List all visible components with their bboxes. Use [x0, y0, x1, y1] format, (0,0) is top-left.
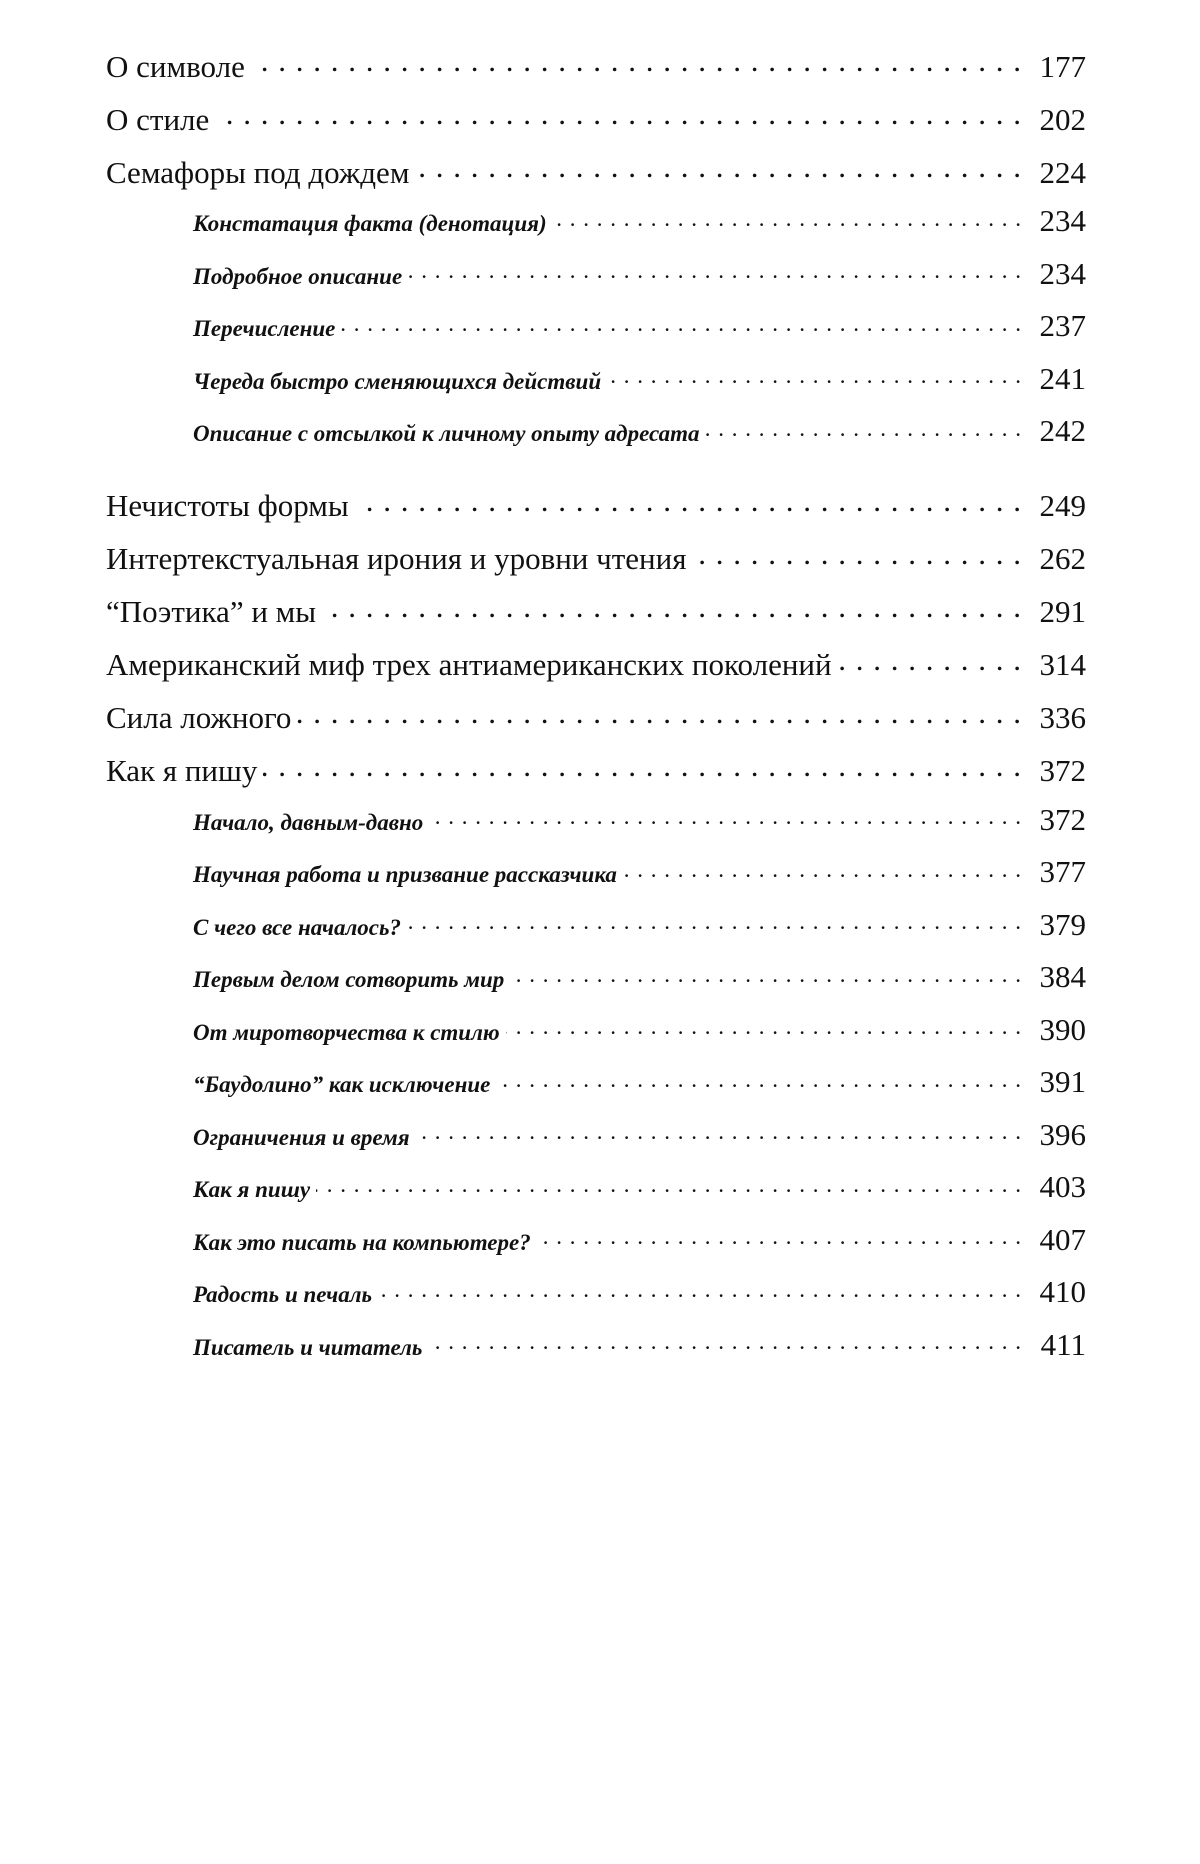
- toc-subentry-page: 407: [1039, 1221, 1086, 1257]
- toc-subentry-page: 379: [1039, 906, 1086, 942]
- toc-subentry-page: 403: [1039, 1169, 1086, 1204]
- toc-subentry: [106, 361, 1086, 414]
- toc-entry: [106, 97, 1086, 150]
- toc-subentry: [106, 802, 1086, 855]
- toc-subentry: [106, 1169, 1086, 1222]
- toc-entry-page: 177: [1039, 48, 1086, 84]
- dot-leader: [537, 1224, 1022, 1248]
- toc-entry-title: О стиле: [106, 101, 210, 137]
- toc-subentry-title: Констатация факта (денотация): [193, 211, 547, 236]
- toc-subentry: [106, 959, 1086, 1012]
- toc-subentry-page: 234: [1039, 255, 1086, 291]
- dot-leader: [510, 962, 1022, 986]
- toc-entry-page: 336: [1039, 700, 1086, 736]
- toc-entry-title: “Поэтика” и мы: [106, 594, 317, 630]
- dot-leader: [506, 1014, 1022, 1038]
- toc-subentry-title: Первым делом сотворить мир: [193, 967, 505, 992]
- toc-subentry-title: Описание с отсылкой к личному опыту адресата: [193, 421, 700, 446]
- toc-subentry: [106, 256, 1086, 309]
- dot-leader: [408, 258, 1022, 282]
- dot-leader: [607, 363, 1022, 387]
- toc-subentry: [106, 854, 1086, 907]
- dot-leader: [407, 909, 1022, 933]
- toc-entry-page: 249: [1039, 488, 1086, 524]
- toc-entry-title: Семафоры под дождем: [106, 154, 410, 190]
- dot-leader: [706, 416, 1023, 440]
- dot-leader: [251, 43, 1022, 76]
- toc-subentry-page: 234: [1039, 203, 1086, 238]
- toc-subentry: [106, 413, 1086, 466]
- dot-leader: [429, 804, 1022, 828]
- dot-leader: [415, 149, 1022, 182]
- toc-subentry-page: 384: [1039, 959, 1086, 994]
- toc-subentry-page: 242: [1039, 413, 1086, 448]
- dot-leader: [322, 589, 1022, 622]
- toc-subentry: [106, 1012, 1086, 1065]
- dot-leader: [416, 1119, 1022, 1143]
- toc-subentry-title: Начало, давным-давно: [193, 809, 424, 835]
- toc-subentry: [106, 1222, 1086, 1275]
- toc-subentry-title: Подробное описание: [193, 263, 403, 289]
- toc-subentry: [106, 1117, 1086, 1170]
- toc-entry-title: Американский миф трех антиамериканских поколений: [106, 647, 832, 683]
- toc-entry-page: 202: [1039, 101, 1086, 137]
- toc-entry-page: 372: [1039, 753, 1086, 789]
- toc-entry: [106, 696, 1086, 749]
- toc-entry: [106, 537, 1086, 590]
- toc-subentry-title: Научная работа и призвание рассказчика: [193, 862, 617, 887]
- dot-leader: [496, 1067, 1022, 1091]
- toc-subentry-page: 410: [1039, 1274, 1086, 1309]
- toc-subentry-title: “Баудолино” как исключение: [193, 1072, 491, 1097]
- dot-leader: [263, 748, 1022, 781]
- dot-leader: [623, 857, 1022, 881]
- toc-subentry: [106, 907, 1086, 960]
- toc-subentry-page: 390: [1039, 1011, 1086, 1047]
- toc-subentry-title: Перечисление: [193, 316, 336, 341]
- toc-subentry-title: С чего все началось?: [193, 914, 402, 940]
- toc-entry-page: 314: [1039, 647, 1086, 683]
- toc-entry: [106, 150, 1086, 203]
- toc-subentry-title: От миротворчества к стилю: [193, 1019, 500, 1045]
- dot-leader: [428, 1329, 1022, 1353]
- toc-entry: [106, 749, 1086, 802]
- toc-subentry: [106, 1274, 1086, 1327]
- toc-subentry-page: 372: [1039, 801, 1086, 837]
- toc-entry: [106, 590, 1086, 643]
- toc-entry-title: О символе: [106, 48, 245, 84]
- toc-subentry: [106, 1327, 1086, 1380]
- table-of-contents: [106, 44, 1086, 1379]
- toc-subentry-title: Как я пишу: [193, 1177, 311, 1202]
- dot-leader: [838, 642, 1022, 675]
- toc-subentry: [106, 1064, 1086, 1117]
- toc-entry-title: Как я пишу: [106, 753, 258, 789]
- toc-subentry-title: Ограничения и время: [193, 1124, 410, 1150]
- dot-leader: [297, 695, 1022, 728]
- dot-leader: [355, 483, 1022, 516]
- toc-entry: [106, 484, 1086, 537]
- toc-subentry-title: Писатель и читатель: [193, 1334, 423, 1360]
- toc-entry-page: 291: [1039, 594, 1086, 630]
- toc-subentry-page: 237: [1039, 308, 1086, 343]
- dot-leader: [378, 1277, 1022, 1301]
- toc-subentry-page: 241: [1039, 360, 1086, 396]
- toc-subentry: [106, 203, 1086, 256]
- toc-subentry-page: 411: [1040, 1326, 1086, 1362]
- toc-subentry-title: Как это писать на компьютере?: [193, 1229, 531, 1255]
- toc-entry-page: 262: [1039, 541, 1086, 577]
- toc-subentry-page: 377: [1039, 854, 1086, 889]
- dot-leader: [215, 96, 1022, 129]
- dot-leader: [553, 206, 1022, 230]
- toc-entry: [106, 643, 1086, 696]
- toc-entry: [106, 44, 1086, 97]
- toc-subentry-title: Радость и печаль: [193, 1282, 373, 1307]
- toc-entry-title: Нечистоты формы: [106, 488, 349, 524]
- toc-subentry-page: 396: [1039, 1116, 1086, 1152]
- toc-subentry-title: Череда быстро сменяющихся действий: [193, 368, 602, 394]
- toc-subentry-page: 391: [1039, 1064, 1086, 1099]
- toc-entry-page: 224: [1039, 154, 1086, 190]
- dot-leader: [316, 1172, 1022, 1196]
- dot-leader: [692, 536, 1022, 569]
- toc-subentry: [106, 308, 1086, 361]
- dot-leader: [341, 311, 1022, 335]
- toc-entry-title: Интертекстуальная ирония и уровни чтения: [106, 541, 687, 577]
- toc-entry-title: Сила ложного: [106, 700, 292, 736]
